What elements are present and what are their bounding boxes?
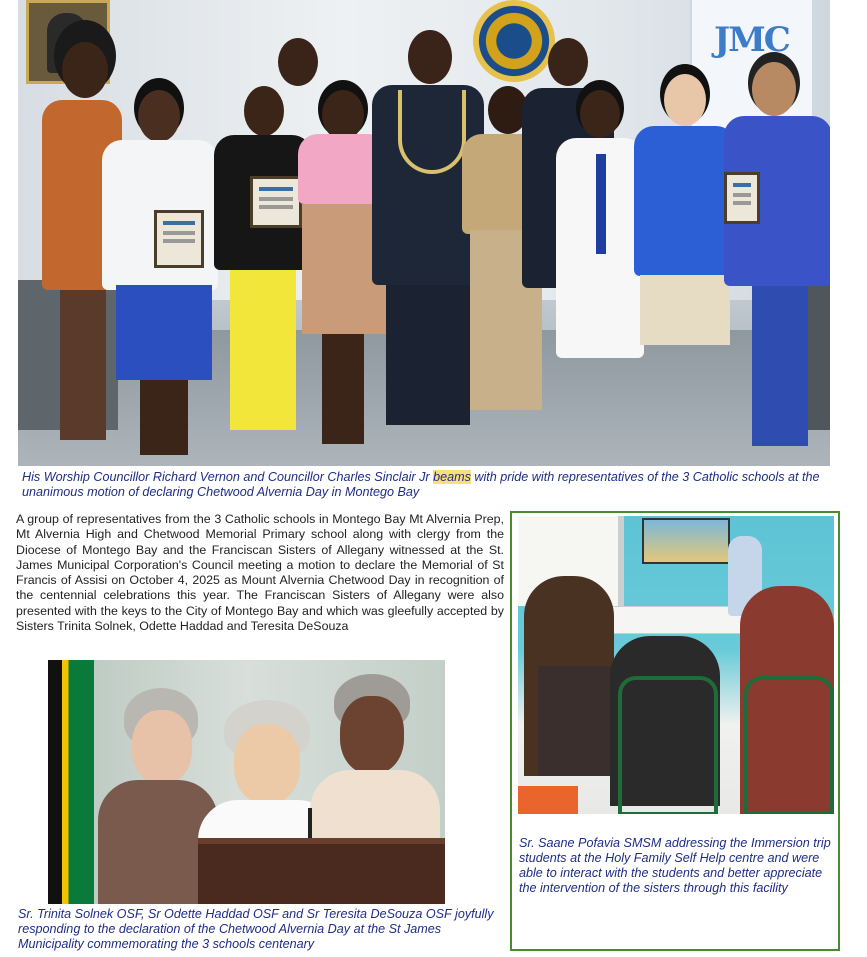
group-photo <box>18 0 830 466</box>
caption-text: with pride with representatives of the 3 Catholic schools at the unanimous motion of declaring Chetwood Alvernia Day in Montego Bay <box>22 470 820 499</box>
green-chair <box>744 676 834 814</box>
wall-painting <box>642 518 730 564</box>
sisters-photo <box>48 660 445 904</box>
podium <box>198 838 445 904</box>
article-paragraph: A group of representatives from the 3 Catholic schools in Montego Bay Mt Alvernia Prep, Mt Alvernia High and Chetwood Memorial Primary school along with clergy from the Diocese of Montego Bay and the Franciscan Sisters of Allegany witnessed at the St. James Municipal Corporation's Council meeting a motion to declare the Memorial of St Francis of Assisi on October 4, 2025 as Mount Alvernia Chetwood Day in recognition of the centennial celebrations this year. The Franciscan Sisters of Allegany were also presented with the keys to the City of Montego Bay and which was gleefully accepted by Sisters Trinita Solnek, Odette Haddad and Teresita DeSouza <box>16 512 504 634</box>
award-plaque <box>724 172 760 224</box>
immersion-photo-caption: Sr. Saane Pofavia SMSM addressing the Immersion trip students at the Holy Family Self Help centre and were able to interact with the students and better appreciate the intervention of the sisters through this facility <box>519 836 831 895</box>
jamaican-flag <box>48 660 94 904</box>
banner-text: JMC <box>714 20 789 60</box>
award-plaque <box>154 210 204 268</box>
green-chair <box>618 676 718 814</box>
immersion-photo <box>518 516 834 814</box>
person-student-white-blazer <box>96 80 226 460</box>
orange-object <box>518 786 578 814</box>
highlighted-word: beams <box>433 470 471 484</box>
person-woman-blue-suit <box>718 56 830 456</box>
caption-text: His Worship Councillor Richard Vernon and Councillor Charles Sinclair Jr <box>22 470 434 484</box>
top-photo-caption <box>22 470 842 500</box>
sisters-photo-caption: Sr. Trinita Solnek OSF, Sr Odette Haddad OSF and Sr Teresita DeSouza OSF joyfully responding to the declaration of the Chetwood Alvernia Day at the St James Municipality commemorating the 3 schools centenary <box>18 907 494 951</box>
student-floral-dress <box>538 666 618 776</box>
